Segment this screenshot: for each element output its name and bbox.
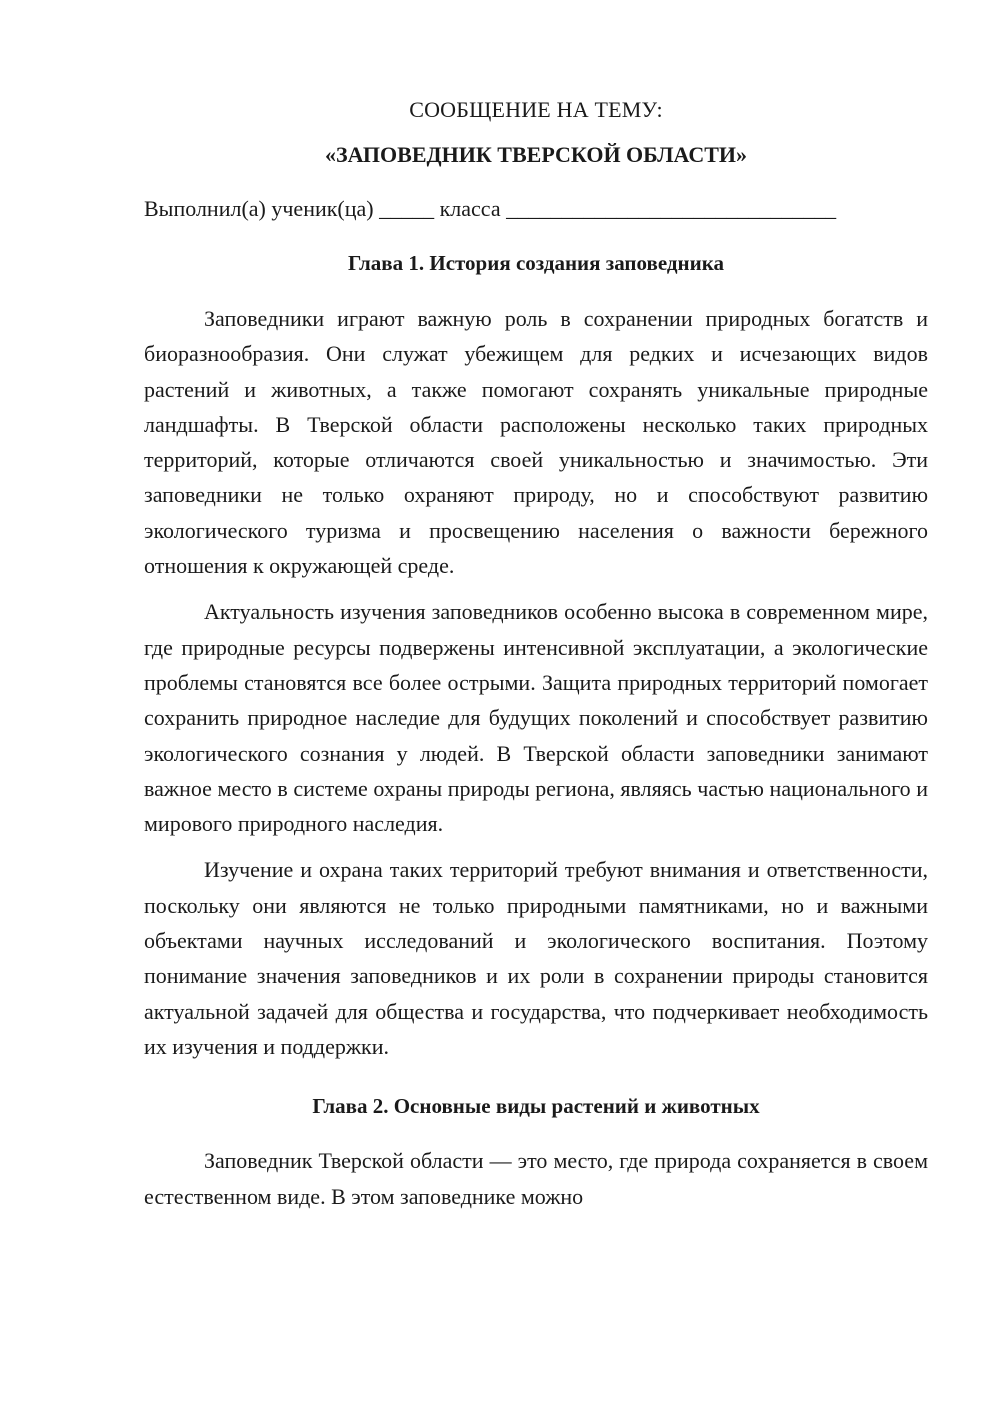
- document-page: [144, 92, 928, 1214]
- chapter1-paragraph-1: Заповедники играют важную роль в сохранении природных богатств и биоразнообразия. Они служат убежищем для редких и исчезающих видов растений и животных, а также помогают сохранять уникальные природные ландшафты. В Тверской области расположены несколько таких природных территорий, которые отличаются своей уникальностью и значимостью. Эти заповедники не только охраняют природу, но и способствуют развитию экологического туризма и просвещению населения о важности бережного отношения к окружающей среде.: [144, 306, 928, 579]
- document-title-line1: СООБЩЕНИЕ НА ТЕМУ:: [409, 97, 663, 122]
- author-line: Выполнил(а) ученик(ца) _____ класса ______________________________: [144, 196, 837, 221]
- document-title-line2: «ЗАПОВЕДНИК ТВЕРСКОЙ ОБЛАСТИ»: [324, 142, 748, 167]
- chapter1-heading: Глава 1. История создания заповедника: [348, 251, 724, 275]
- chapter2-heading: Глава 2. Основные виды растений и животных: [312, 1094, 760, 1119]
- chapter2-paragraph-1: Заповедник Тверской области — это место, где природа сохраняется в своем естественном виде. В этом заповеднике можно: [144, 1148, 928, 1209]
- chapter1-paragraph-2: Актуальность изучения заповедников особенно высока в современном мире, где природные ресурсы подвержены интенсивной эксплуатации, а экологические проблемы становятся все более острыми. Защита природных территорий помогает сохранить природное наследие для будущих поколений и способствует развитию экологического сознания у людей. В Тверской области заповедники занимают важное место в системе охраны природы региона, являясь частью национального и мирового природного наследия.: [144, 599, 928, 837]
- chapter1-paragraph-3: Изучение и охрана таких территорий требуют внимания и ответственности, поскольку они являются не только природными памятниками, но и важными объектами научных исследований и экологического воспитания. Поэтому понимание значения заповедников и их роли в сохранении природы становится актуальной задачей для общества и государства, что подчеркивает необходимость их изучения и поддержки.: [144, 857, 928, 1059]
